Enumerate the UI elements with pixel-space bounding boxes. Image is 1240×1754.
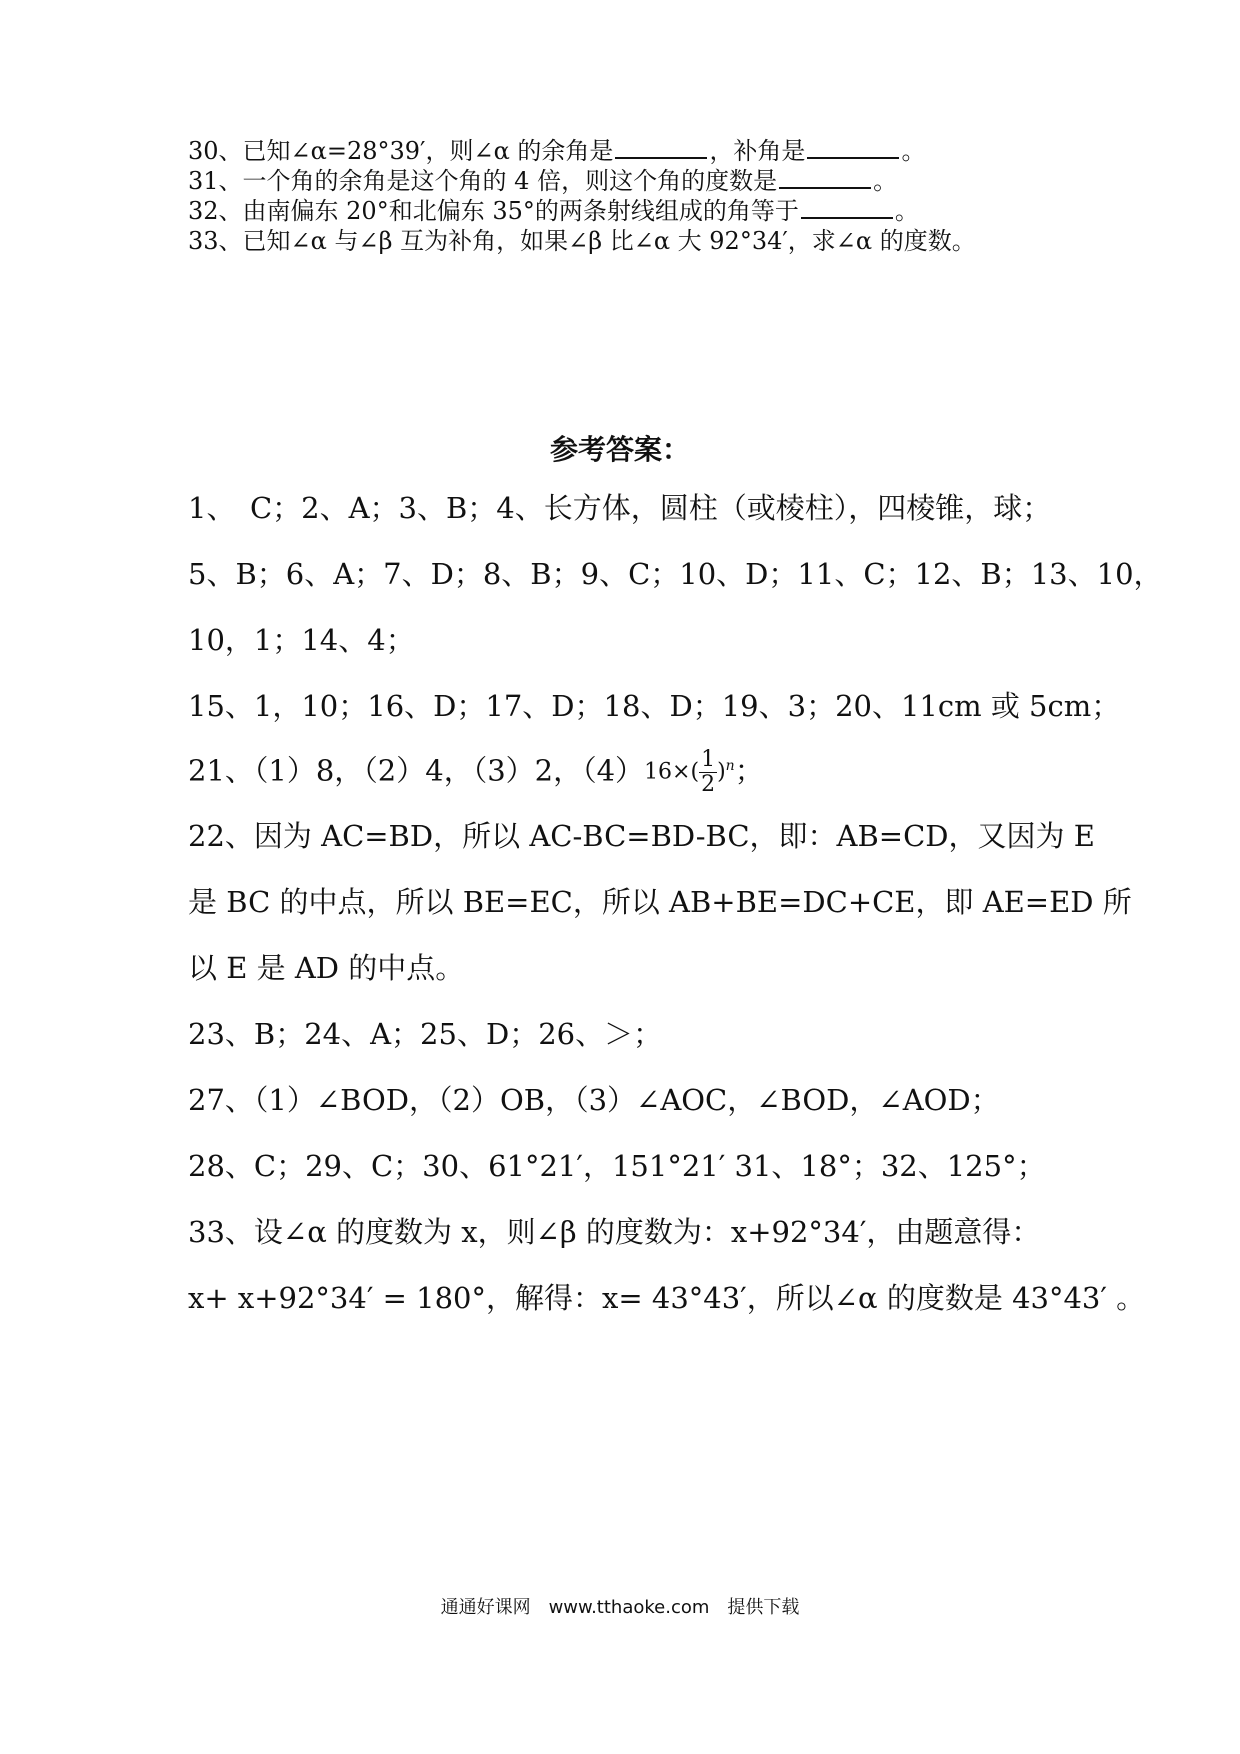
answer-21-suffix: ； <box>734 753 764 788</box>
answers-title: 参考答案： <box>549 433 690 466</box>
q32-text-2: 。 <box>894 197 919 225</box>
answer-line-9: 23、B；24、A；25、D；26、＞； <box>188 1017 663 1051</box>
fraction-numerator: 1 <box>701 747 716 772</box>
q30-blank-supplement[interactable] <box>807 137 899 159</box>
q30-blank-complement[interactable] <box>615 137 707 159</box>
answer-line-10: 27、（1）∠BOD，（2）OB，（3）∠AOC，∠BOD，∠AOD； <box>188 1083 1000 1117</box>
answer-line-7: 是 BC 的中点，所以 BE=EC，所以 AB+BE=DC+CE，即 AE=ED 所 <box>188 885 1132 919</box>
q31-text-1: 31、一个角的余角是这个角的 4 倍，则这个角的度数是 <box>188 167 778 195</box>
answer-line-6: 22、因为 AC=BD，所以 AC-BC=BD-BC，即：AB=CD，又因为 E <box>188 819 1095 853</box>
q32-text-1: 32、由南偏东 20°和北偏东 35°的两条射线组成的角等于 <box>188 197 799 225</box>
q30-text-1: 30、已知∠α=28°39′，则∠α 的余角是 <box>188 137 614 165</box>
answer-21-prefix: 21、（1）8，（2）4，（3）2，（4） <box>188 753 645 788</box>
formula-16-half-pow-n <box>644 748 735 797</box>
question-33: 33、已知∠α 与∠β 互为补角，如果∠β 比∠α 大 92°34′，求∠α 的度数。 <box>188 227 976 255</box>
answer-line-11: 28、C；29、C；30、61°21′，151°21′ 31、18°；32、125°； <box>188 1149 1046 1183</box>
footer-credit: 通通好课网 www.tthaoke.com 提供下载 <box>440 1597 800 1618</box>
question-30 <box>188 136 925 166</box>
q32-blank[interactable] <box>801 197 893 219</box>
q30-text-2: ，补角是 <box>709 137 806 165</box>
q30-text-3: 。 <box>901 137 926 165</box>
question-32 <box>188 196 919 226</box>
fraction <box>699 748 717 797</box>
answer-line-1: 1、 C；2、A；3、B；4、长方体，圆柱（或棱柱），四棱锥，球； <box>188 491 1052 525</box>
answer-line-5 <box>188 748 764 797</box>
fraction-denominator: 2 <box>701 772 716 797</box>
answer-line-4: 15、1，10；16、D；17、D；18、D；19、3；20、11cm 或 5cm； <box>188 689 1121 723</box>
q31-text-2: 。 <box>873 167 898 195</box>
answer-line-8: 以 E 是 AD 的中点。 <box>188 951 465 985</box>
answer-line-3: 10，1；14、4； <box>188 623 415 657</box>
answer-line-12: 33、设∠α 的度数为 x，则∠β 的度数为：x+92°34′，由题意得： <box>188 1215 1041 1249</box>
formula-exponent: n <box>725 758 735 775</box>
answer-line-2: 5、B；6、A；7、D；8、B；9、C；10、D；11、C；12、B；13、10， <box>188 557 1163 591</box>
question-31 <box>188 166 897 196</box>
formula-close-paren: ) <box>717 759 726 785</box>
formula-coefficient: 16×( <box>644 759 700 785</box>
answer-line-13: x+ x+92°34′ = 180°，解得：x= 43°43′，所以∠α 的度数是 43°43′ 。 <box>188 1281 1146 1315</box>
q31-blank[interactable] <box>779 167 871 189</box>
